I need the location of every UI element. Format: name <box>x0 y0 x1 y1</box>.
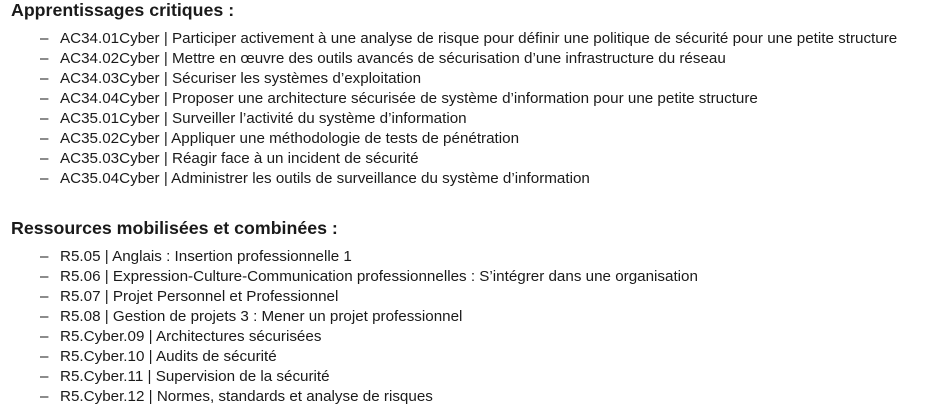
list-item <box>40 267 936 287</box>
item-code: R5.Cyber.11 | <box>60 368 156 385</box>
item-label: Proposer une architecture sécurisée de système d’information pour une petite structure <box>172 90 758 107</box>
list-item <box>40 287 936 307</box>
item-label: Sécuriser les systèmes d’exploitation <box>172 70 422 87</box>
section-title-ressources: Ressources mobilisées et combinées : <box>11 218 338 238</box>
list-item <box>40 169 936 189</box>
item-code: R5.Cyber.12 | <box>60 388 157 405</box>
section-title-apprentissages: Apprentissages critiques : <box>11 0 235 20</box>
list-item <box>40 69 936 89</box>
list-item <box>40 109 936 129</box>
item-label: Administrer les outils de surveillance du système d’information <box>171 170 590 187</box>
item-code: AC35.03Cyber | <box>60 150 172 167</box>
item-code: R5.Cyber.09 | <box>60 328 156 345</box>
apprentissages-list <box>40 29 936 189</box>
item-code: AC34.04Cyber | <box>60 90 172 107</box>
item-code: AC35.01Cyber | <box>60 110 172 127</box>
item-code: R5.08 | <box>60 308 113 325</box>
item-label: Architectures sécurisées <box>155 328 322 345</box>
item-code: AC35.02Cyber | <box>60 130 171 147</box>
list-item <box>40 387 936 407</box>
list-item <box>40 307 936 327</box>
item-code: R5.06 | <box>60 268 113 285</box>
item-label: Appliquer une méthodologie de tests de pénétration <box>171 130 520 147</box>
list-item <box>40 347 936 367</box>
list-item <box>40 29 936 49</box>
ressources-list <box>40 247 936 407</box>
item-label: Mettre en œuvre des outils avancés de sécurisation d’une infrastructure du réseau <box>172 50 726 67</box>
item-label: Expression-Culture-Communication professionnelles : S’intégrer dans une organisation <box>112 268 698 285</box>
item-code: R5.Cyber.10 | <box>60 348 156 365</box>
item-code: R5.07 | <box>60 288 113 305</box>
list-item <box>40 89 936 109</box>
item-label: Surveiller l’activité du système d’information <box>172 110 467 127</box>
list-item <box>40 129 936 149</box>
item-label: Participer activement à une analyse de risque pour définir une politique de sécurité pour une petite structure <box>172 30 898 47</box>
list-item <box>40 327 936 347</box>
item-label: Audits de sécurité <box>155 348 277 365</box>
list-item <box>40 49 936 69</box>
list-item <box>40 367 936 387</box>
item-code: AC34.01Cyber | <box>60 30 172 47</box>
item-label: Gestion de projets 3 : Mener un projet professionnel <box>112 308 463 325</box>
item-label: Normes, standards et analyse de risques <box>156 388 433 405</box>
item-label: Projet Personnel et Professionnel <box>112 288 339 305</box>
list-item <box>40 149 936 169</box>
list-item <box>40 247 936 267</box>
item-code: AC34.03Cyber | <box>60 70 172 87</box>
item-code: R5.05 | <box>60 248 112 265</box>
item-label: Anglais : Insertion professionnelle 1 <box>112 248 352 265</box>
item-code: AC34.02Cyber | <box>60 50 172 67</box>
item-label: Réagir face à un incident de sécurité <box>172 150 419 167</box>
item-label: Supervision de la sécurité <box>155 368 330 385</box>
item-code: AC35.04Cyber | <box>60 170 171 187</box>
